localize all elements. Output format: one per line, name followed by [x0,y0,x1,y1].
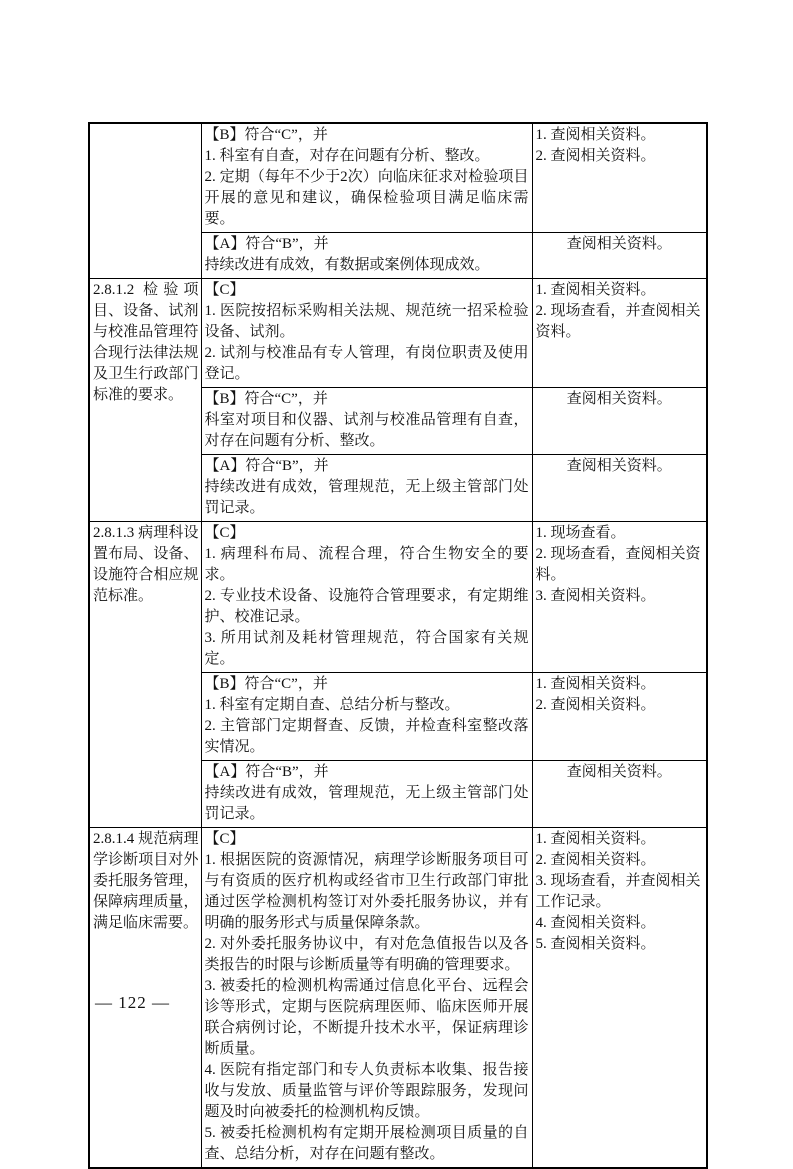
methods-cell [532,233,707,279]
methods-cell [532,279,707,388]
page-number: — 122 — [95,993,170,1012]
methods-cell [532,123,707,233]
criteria-cell [201,279,532,388]
item-label: 规范病理学诊断项目对外委托服务管理，保障病理质量，满足临床需要。 [93,831,199,931]
item-number: 2.8.1.2 [93,282,135,298]
criteria-item: 持续改进有成效，有数据或案例体现成效。 [204,257,490,273]
criteria-item: 科室对项目和仪器、试剂与校准品管理有自查，对存在问题有分析、整改。 [204,412,529,449]
criteria-item: 持续改进有成效，管理规范，无上级主管部门处罚记录。 [204,785,529,822]
criteria-item: 5. 被委托检测机构有定期开展检测项目质量的自查、总结分析，对存在问题有整改。 [204,1125,529,1162]
criteria-item: 2. 试剂与校准品有专人管理，有岗位职责及使用登记。 [204,345,529,382]
criteria-cell [201,522,532,673]
criteria-item: 1. 医院按招标采购相关法规、规范统一招采检验设备、试剂。 [204,303,529,340]
grade-label: 【A】符合“B”，并 [204,458,329,474]
criteria-cell [201,761,532,828]
criteria-item: 1. 根据医院的资源情况，病理学诊断服务项目可与有资质的医疗机构或经省市卫生行政部门审批通过医学检测机构签订对外委托服务协议，并有明确的服务形式与质量保障条款。 [204,852,529,931]
method-item: 2. 查阅相关资料。 [535,697,656,713]
criteria-cell [201,233,532,279]
table-row [89,522,707,673]
criteria-item: 3. 所用试剂及耗材管理规范，符合国家有关规定。 [204,630,529,667]
item-number: 2.8.1.3 [93,525,135,541]
methods-cell [532,455,707,522]
methods-cell [532,522,707,673]
method-item: 2. 查阅相关资料。 [535,148,656,164]
criteria-cell [201,123,532,233]
table-row [89,279,707,388]
method-item: 1. 查阅相关资料。 [535,831,656,847]
table-row [89,123,707,233]
criteria-item: 2. 主管部门定期督查、反馈，并检查科室整改落实情况。 [204,718,529,755]
criteria-item: 3. 被委托的检测机构需通过信息化平台、远程会诊等形式，定期与医院病理医师、临床医师开展联合病例讨论，不断提升技术水平，保证病理诊断质量。 [204,978,529,1057]
grade-label: 【C】 [204,282,245,298]
item-number: 2.8.1.4 [93,831,135,847]
methods-cell [532,828,707,1169]
methods-cell [532,673,707,761]
grade-label: 【A】符合“B”，并 [204,236,329,252]
method-item: 3. 现场查看，并查阅相关工作记录。 [535,873,701,910]
method-item: 5. 查阅相关资料。 [535,936,656,952]
method-item: 2. 查阅相关资料。 [535,852,656,868]
item-label: 病理科设置布局、设备、设施符合相应规范标准。 [93,525,199,604]
item-label-cell [89,279,201,522]
criteria-item: 1. 科室有自查，对存在问题有分析、整改。 [204,148,490,164]
method-item: 2. 现场查看，查阅相关资料。 [535,546,701,583]
table-row [89,828,707,1169]
grade-label: 【B】符合“C”，并 [204,127,328,143]
method-item: 1. 现场查看。 [535,525,626,541]
criteria-item: 4. 医院有指定部门和专人负责标本收集、报告接收与发放、质量监管与评价等跟踪服务，发现问题及时向被委托的检测机构反馈。 [204,1062,529,1120]
methods-cell [532,761,707,828]
grade-label: 【A】符合“B”，并 [204,764,329,780]
method-item: 查阅相关资料。 [566,391,672,407]
criteria-item: 2. 专业技术设备、设施符合管理要求，有定期维护、校准记录。 [204,588,529,625]
method-item: 1. 查阅相关资料。 [535,282,656,298]
method-item: 查阅相关资料。 [566,764,672,780]
item-label: 检验项目、设备、试剂与校准品管理符合现行法律法规及卫生行政部门标准的要求。 [93,282,199,403]
criteria-item: 1. 科室有定期自查、总结分析与整改。 [204,697,460,713]
method-item: 1. 查阅相关资料。 [535,127,656,143]
standards-table [88,122,708,1169]
criteria-cell [201,673,532,761]
item-label-cell [89,123,201,279]
method-item: 1. 查阅相关资料。 [535,676,656,692]
method-item: 3. 查阅相关资料。 [535,588,656,604]
criteria-item: 2. 对外委托服务协议中，有对危急值报告以及各类报告的时限与诊断质量等有明确的管理要求。 [204,936,529,973]
criteria-cell [201,388,532,455]
criteria-item: 2. 定期（每年不少于2次）向临床征求对检验项目开展的意见和建议，确保检验项目满足临床需要。 [204,169,529,227]
method-item: 查阅相关资料。 [566,458,672,474]
methods-cell [532,388,707,455]
grade-label: 【C】 [204,831,245,847]
grade-label: 【B】符合“C”，并 [204,676,328,692]
criteria-cell [201,455,532,522]
criteria-item: 1. 病理科布局、流程合理，符合生物安全的要求。 [204,546,529,583]
grade-label: 【C】 [204,525,245,541]
method-item: 4. 查阅相关资料。 [535,915,656,931]
grade-label: 【B】符合“C”，并 [204,391,328,407]
item-label-cell [89,522,201,828]
method-item: 查阅相关资料。 [566,236,672,252]
criteria-item: 持续改进有成效，管理规范，无上级主管部门处罚记录。 [204,479,529,516]
method-item: 2. 现场查看，并查阅相关资料。 [535,303,701,340]
criteria-cell [201,828,532,1169]
